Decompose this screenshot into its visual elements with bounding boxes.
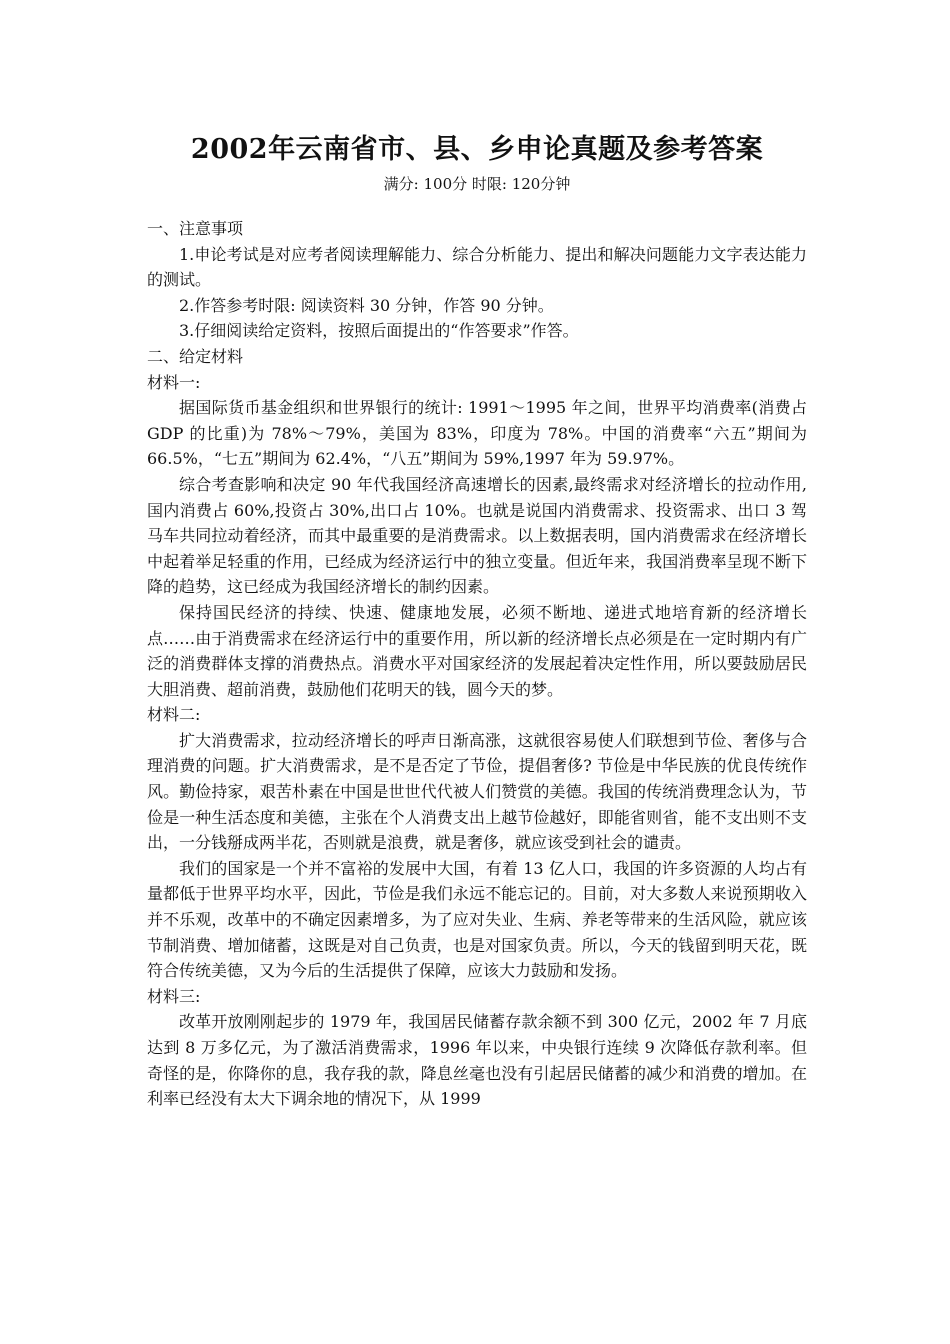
material-1-paragraph-2: 综合考查影响和决定 90 年代我国经济高速增长的因素,最终需求对经济增长的拉动作用,国内消费占 60%,投资占 30%,出口占 10%。也就是说国内消费需求、投资需求、出口 3 驾马车共同拉动着经济，而其中最重要的是消费需求。以上数据表明，国内消费需求在经济增长中起着举足轻重的作用，已经成为经济运行中的独立变量。但近年来，我国消费率呈现不断下降的趋势，这已经成为我国经济增长的制约因素。 [147,474,807,597]
section-heading-notes: 一、注意事项 [147,219,244,238]
material-1-paragraph-3: 保持国民经济的持续、快速、健康地发展，必须不断地、递进式地培育新的经济增长点……由于消费需求在经济运行中的重要作用，所以新的经济增长点必须是在一定时期内有广泛的消费群体支撑的消费热点。消费水平对国家经济的发展起着决定性作用，所以要鼓励居民大胆消费、超前消费，鼓励他们花明天的钱，圆今天的梦。 [147,602,807,699]
note-item-1: 1.申论考试是对应考者阅读理解能力、综合分析能力、提出和解决问题能力文字表达能力的测试。 [147,244,807,290]
document-page [147,130,807,1112]
document-title: 2002年云南省市、县、乡申论真题及参考答案 [190,134,764,165]
note-item-2: 2.作答参考时限: 阅读资料 30 分钟，作答 90 分钟。 [179,295,554,315]
material-2-paragraph-1: 扩大消费需求，拉动经济增长的呼声日渐高涨，这就很容易使人们联想到节俭、奢侈与合理消费的问题。扩大消费需求，是不是否定了节俭，提倡奢侈? 节俭是中华民族的优良传统作风。勤俭持家，艰苦朴素在中国是世世代代被人们赞赏的美德。我国的传统消费理念认为，节俭是一种生活态度和美德，主张在个人消费支出上越节俭越好，即能省则省，能不支出则不支出，一分钱掰成两半花，否则就是浪费，就是奢侈，就应该受到社会的谴责。 [147,730,807,853]
document-subtitle: 满分: 100分 时限: 120分钟 [383,175,571,193]
section-heading-materials: 二、给定材料 [147,346,244,366]
note-item-3: 3.仔细阅读给定资料，按照后面提出的“作答要求”作答。 [179,321,579,341]
material-3-paragraph-1: 改革开放刚刚起步的 1979 年，我国居民储蓄存款余额不到 300 亿元，2002 年 7 月底达到 8 万多亿元，为了激活消费需求，1996 年以来，中央银行连续 9 次降低存款利率。但奇怪的是，你降你的息，我存我的款，降息丝毫也没有引起居民储蓄的减少和消费的增加。在利率已经没有太大下调余地的情况下，从 1999 [147,1012,807,1109]
material-3-label: 材料三: [147,986,201,1006]
material-1-label: 材料一: [147,372,201,392]
material-1-paragraph-1: 据国际货币基金组织和世界银行的统计: 1991～1995 年之间，世界平均消费率(消费占 GDP 的比重)为 78%～79%，美国为 83%，印度为 78%。中国的消费率“六五”期间为 66.5%，“七五”期间为 62.4%，“八五”期间为 59%,1997 年为 59.97%。 [147,398,807,469]
material-2-paragraph-2: 我们的国家是一个并不富裕的发展中大国，有着 13 亿人口，我国的许多资源的人均占有量都低于世界平均水平，因此，节俭是我们永远不能忘记的。目前，对大多数人来说预期收入并不乐观，改革中的不确定因素增多，为了应对失业、生病、养老等带来的生活风险，就应该节制消费、增加储蓄，这既是对自己负责，也是对国家负责。所以，今天的钱留到明天花，既符合传统美德，又为今后的生活提供了保障，应该大力鼓励和发扬。 [147,858,807,981]
material-2-label: 材料二: [147,705,201,725]
